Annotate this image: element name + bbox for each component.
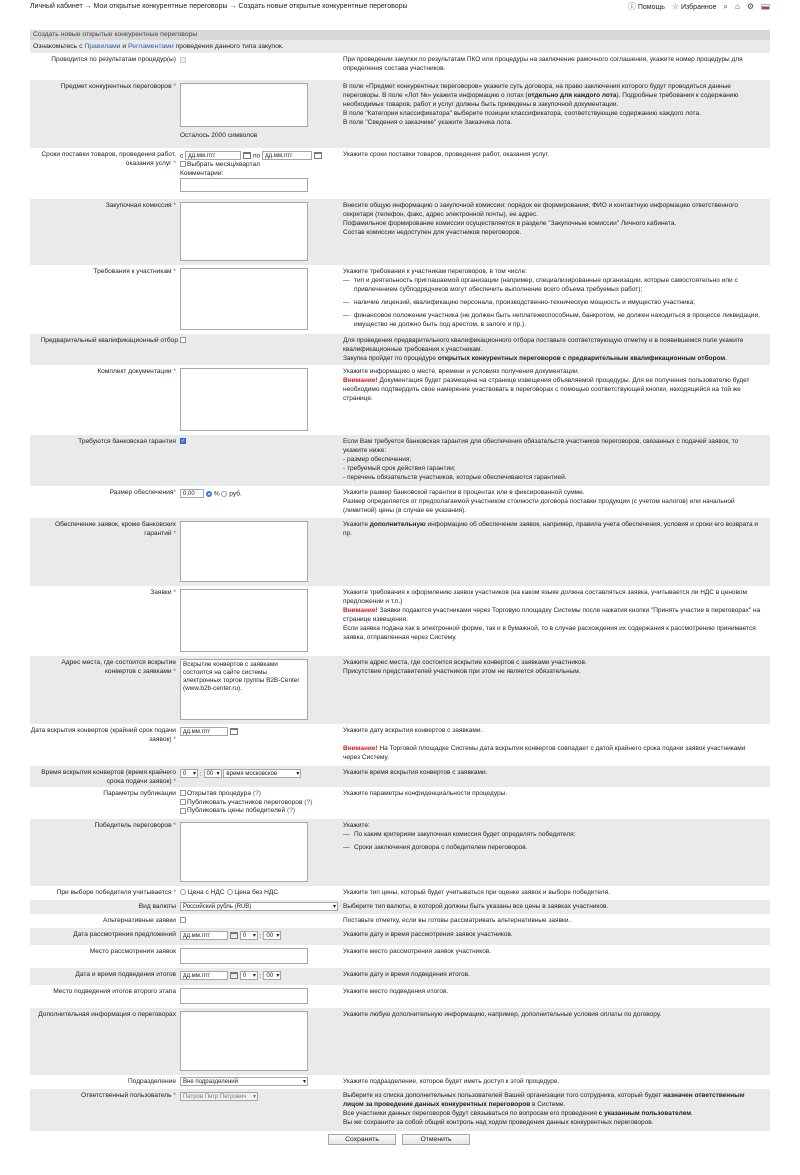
breadcrumb[interactable]: Личный кабинет → Мои открытые конкурентные переговоры → Создать новые открытые конкурентные переговоры [30, 3, 408, 10]
additional-info-textarea[interactable] [180, 1011, 308, 1071]
help-based-on-procedure: При проведении закупки по результатам ПКО или процедуры на заключение рамочного соглашения, укажите номер процедуры для определения состава участников. [343, 56, 743, 72]
panel-title: Создать новые открытые конкурентные переговоры [30, 30, 770, 40]
opening-minute-select[interactable]: 00 ▾ [204, 769, 222, 778]
subject-textarea[interactable] [180, 83, 308, 127]
percent-radio[interactable] [206, 491, 212, 497]
help-additional-info: Укажите любую дополнительную информацию, например, дополнительные условия оплаты по договору. [343, 1011, 662, 1018]
review-date-input[interactable]: дд.мм.гггг [180, 931, 228, 940]
row-department: Подразделение Вне подразделений ▾ Укажите подразделение, которое будет иметь доступ к этой процедуре. [30, 1075, 770, 1089]
calendar-icon[interactable] [230, 932, 238, 939]
based-on-procedure-checkbox[interactable] [180, 57, 186, 63]
results-place-textarea[interactable] [180, 988, 308, 1004]
month-quarter-checkbox[interactable] [180, 161, 186, 167]
help-guarantee-amount: Укажите размер банковской гарантии в процентах или в фиксированной сумме. Размер определяется от предполагаемой участником стоимости договора поставки продукции (с учетом налогов) или начальной (лимитной) цены (в случае ее указания). [343, 489, 735, 514]
bank-guarantee-checkbox[interactable] [180, 438, 186, 444]
results-date-input[interactable]: дд.мм.гггг [180, 971, 228, 980]
help-tooltip-icon[interactable]: (?) [304, 798, 313, 806]
results-minute-select[interactable]: 00 ▾ [263, 971, 281, 980]
row-commission: Закупочная комиссия * Внесите общую информацию о закупочной комиссии: порядок ее формирования, ФИО и контактную информацию ответственного секретаря (телефон, факс, адрес электронной почты), ее адрес. Пофамильное формирование комиссии осуществляется в разделе "Закупочные комиссии" Личного кабинета. Состав комиссии недоступен для участников переговоров. [30, 199, 770, 265]
row-results-date: Дата и время подведения итогов дд.мм.гггг 0 ▾ : 00 ▾ Укажите дату и время подведения итогов. [30, 968, 770, 985]
responsible-user-select[interactable]: Петров Петр Петрович ▾ [180, 1092, 258, 1101]
help-tooltip-icon[interactable]: (?) [252, 790, 261, 797]
row-currency: Вид валюты Российский рубль (RUB) ▾ Выберите тип валюты, в которой должны быть указаны все цены в заявках участников. [30, 900, 770, 914]
opening-date-input[interactable]: дд.мм.гггг [180, 727, 228, 736]
gear-icon[interactable]: ⚙ [746, 2, 754, 11]
row-subject: Предмет конкурентных переговоров * Осталось 2000 символов В поле «Предмет конкурентных переговоров» укажите суть договора, на право заключения которого будут проводиться данные переговоры. В поле «Лот №» укажите информацию о лотах (отдельно для каждого лота). Подробные требования к содержанию необходимых товаров, работ и услуг должны быть приведены в закупочной документации. В поле "Категории классификатора" выберите позиции классификатора, соответствующие содержанию каждого лота. В поле "Сведения о заказчике" укажите Заказчика лота. [30, 80, 770, 148]
calendar-icon[interactable] [230, 972, 238, 979]
cancel-button[interactable]: Отменить [402, 1134, 470, 1145]
top-tools [628, 2, 770, 13]
row-opening-date: Дата вскрытия конвертов (крайний срок подачи заявок) * дд.мм.гггг Укажите дату вскрытия конвертов с заявками. Внимание! На Торговой площадке Системы дата вскрытия конвертов совпадает с датой крайнего срока подачи заявок участниками через Систему. [30, 724, 770, 766]
cart-icon[interactable]: ⌂ [734, 2, 740, 11]
row-opening-time: Время вскрытия конвертов (время крайнего срока подачи заявок) * 0 ▾ : 00 ▾ время московское ▾ Укажите время вскрытия конвертов с заявками. [30, 766, 770, 787]
row-price-type: При выборе победителя учитывается * Цена с НДС Цена без НДС Укажите тип цены, который будет учитываться при оценке заявок и выборе победителя. [30, 886, 770, 900]
help-results-date: Укажите дату и время подведения итогов. [343, 971, 470, 978]
delivery-comment-textarea[interactable] [180, 178, 308, 192]
department-select[interactable]: Вне подразделений ▾ [180, 1077, 308, 1086]
row-requirements: Требования к участникам * Укажите требования к участникам переговоров, в том числе: — тип и деятельность приглашаемой организации (например, специализированные организации, которые самостоятельно или с привлечением субподрядчиков могут обеспечить выполнение всего объема требуемых работ); — наличие лицензий, квалификацию персонала, производственно-техническую мощность и имущество участника; — финансовое положение участника (не должен быть неплатежеспособным, банкротом, не должен находиться в процессе ликвидации, имущество не должно быть под арестом, в залоге и пр.). [30, 265, 770, 334]
requirements-textarea[interactable] [180, 268, 308, 330]
save-button[interactable]: Сохранить [328, 1134, 396, 1145]
review-hour-select[interactable]: 0 ▾ [240, 931, 258, 940]
timezone-select[interactable]: время московское ▾ [223, 769, 301, 778]
help-opening-place: Укажите адрес места, где состоится вскрытие конвертов с заявками участников. Присутствие представителей участников при этом не является обязательным. [343, 659, 587, 675]
row-based-on-procedure [30, 53, 770, 80]
row-delivery-dates: Сроки поставки товаров, проведения работ, оказания услуг * с дд.мм.гггг по дд.мм.гггг Выбрать месяц/квартал Комментарии: Укажите сроки поставки товаров, проведения работ, оказания услуг. [30, 148, 770, 199]
help-price-type: Укажите тип цены, который будет учитываться при оценке заявок и выборе победителя. [343, 889, 610, 896]
calendar-icon[interactable] [230, 728, 238, 735]
regulations-link[interactable]: Регламентами [128, 43, 174, 50]
help-bank-guarantee: Если Вам требуется банковская гарантия для обеспечения обязательств участников переговоров, связанных с подачей заявок, то укажите ниже: - размер обеспечения; - требуемый срок действия гарантии; - перечень обязательств участников, которые обеспечиваются гарантией. [343, 438, 739, 481]
row-winner: Победитель переговоров * Укажите: — По каким критериям закупочная комиссия будет определять победителя; — Сроки заключения договора с победителем переговоров. [30, 819, 770, 886]
row-guarantee-amount: Размер обеспечения* 0.00 % руб. Укажите размер банковской гарантии в процентах или в фиксированной сумме. Размер определяется от предполагаемой участником стоимости договора поставки продукции (с учетом налогов) или начальной (лимитной) цены (в случае ее указания). [30, 486, 770, 518]
row-review-date: Дата рассмотрения предложений дд.мм.гггг 0 ▾ : 00 ▾ Укажите дату и время рассмотрения заявок участников. [30, 928, 770, 945]
help-currency: Выберите тип валюты, в которой должны быть указаны все цены в заявках участников. [343, 903, 609, 910]
guarantee-amount-input[interactable]: 0.00 [180, 489, 204, 498]
row-publication: Параметры публикации Открытая процедура (?) Публиковать участников переговоров (?) Публиковать цены победителей (?) Укажите параметры конфиденциальности процедуры. [30, 787, 770, 819]
help-department: Укажите подразделение, которое будет иметь доступ к этой процедуре. [343, 1078, 560, 1085]
winner-textarea[interactable] [180, 822, 308, 882]
calendar-icon[interactable] [243, 152, 251, 159]
publish-winner-prices-checkbox[interactable] [180, 808, 186, 814]
row-additional-info: Дополнительная информация о переговорах Укажите любую дополнительную информацию, например, дополнительные условия оплаты по договору. [30, 1008, 770, 1075]
form-buttons [30, 1134, 770, 1147]
search-icon[interactable]: ⌕ [723, 2, 728, 11]
other-securities-textarea[interactable] [180, 521, 308, 582]
top-bar [0, 0, 800, 14]
row-responsible: Ответственный пользователь * Петров Петр Петрович ▾ Выберите из списка дополнительных пользователей Вашей организации того сотрудника, который будет назначен ответственным лицом за проведение данных конкурентных переговоров в Системе. Все участники данных переговоров будут связываться по вопросам его проведения с указанным пользователем. Вы же сохраните за собой общий контроль над ходом проведения данных конкурентных переговоров. [30, 1089, 770, 1131]
review-place-textarea[interactable] [180, 948, 308, 964]
rub-radio[interactable] [221, 491, 227, 497]
publish-participants-checkbox[interactable] [180, 799, 186, 805]
help-delivery-dates: Укажите сроки поставки товаров, проведения работ, оказания услуг. [343, 151, 549, 158]
help-review-date: Укажите дату и время рассмотрения заявок участников. [343, 931, 513, 938]
help-commission: Внесите общую информацию о закупочной комиссии: порядок ее формирования, ФИО и контактную информацию ответственного секретаря (телефон, факс, адрес электронной почты), ее адрес. Пофамильное формирование комиссии осуществляется в разделе "Закупочные комиссии" Личного кабинета. Состав комиссии недоступен для участников переговоров. [343, 202, 738, 236]
price-without-vat-radio[interactable] [227, 889, 233, 895]
applications-textarea[interactable] [180, 589, 308, 652]
help-alternative: Поставьте отметку, если вы готовы рассматривать альтернативные заявки. [343, 917, 571, 924]
delivery-date-from-input[interactable]: дд.мм.гггг [185, 151, 241, 160]
opening-place-textarea[interactable]: Вскрытие конвертов с заявками состоится на сайте системы электронных торгов группы B2B-Center (www.b2b-center.ru). [180, 659, 308, 720]
row-results-place: Место подведения итогов второго этапа Укажите место подведения итогов. [30, 985, 770, 1008]
prequalification-checkbox[interactable] [180, 337, 186, 343]
open-procedure-checkbox[interactable] [180, 790, 186, 796]
help-subject: В поле «Предмет конкурентных переговоров» укажите суть договора, на право заключения которого будут проводиться данные переговоры. В поле «Лот №» укажите информацию о лотах (отдельно для каждого лота). Подробные требования к содержанию необходимых товаров, работ и услуг должны быть приведены в закупочной документации. В поле "Категории классификатора" выберите позиции классификатора, соответствующие содержанию каждого лота. В поле "Сведения о заказчике" укажите Заказчика лота. [343, 83, 739, 126]
documentation-textarea[interactable] [180, 368, 308, 431]
help-requirements: Укажите требования к участникам переговоров, в том числе: — тип и деятельность приглашаемой организации (например, специализированные организации, которые самостоятельно или с привлечением субподрядчиков могут обеспечить выполнение всего объема требуемых работ); — наличие лицензий, квалификацию персонала, производственно-техническую мощность и имущество участника; — финансовое положение участника (не должен быть неплатежеспособным, банкротом, не должен находиться в процессе ликвидации, имущество не должно быть под арестом, в залоге и пр.). [343, 268, 760, 328]
label-based-on-procedure: Проводится по результатам процедур(ы) [51, 56, 176, 63]
star-icon: ☆ [671, 2, 680, 11]
row-alternative: Альтернативные заявки Поставьте отметку, если вы готовы рассматривать альтернативные заявки. [30, 914, 770, 928]
rules-link[interactable]: Правилами [84, 43, 121, 50]
help-other-securities: Укажите дополнительную информацию об обеспечении заявок, например, правила учета обеспечения, условия и сроки его возврата и пр. [343, 521, 759, 537]
row-bank-guarantee: Требуются банковская гарантия ✓ Если Вам требуется банковская гарантия для обеспечения обязательств участников переговоров, связанных с подачей заявок, то укажите ниже: - размер обеспечения; - требуемый срок действия гарантии; - перечень обязательств участников, которые обеспечиваются гарантией. [30, 435, 770, 486]
results-hour-select[interactable]: 0 ▾ [240, 971, 258, 980]
price-with-vat-radio[interactable] [180, 889, 186, 895]
calendar-icon[interactable] [314, 152, 322, 159]
delivery-date-to-input[interactable]: дд.мм.гггг [262, 151, 312, 160]
help-publication: Укажите параметры конфиденциальности процедуры. [343, 790, 508, 797]
row-applications: Заявки * Укажите требования к оформлению заявок участников (на каком языке должна составляться заявка, учитывается ли НДС в ценовом предложении и т.п.) Внимание! Заявки подаются участниками через Торговую площадку Системы после нажатия кнопки "Принять участие в переговорах" на странице извещения. Если заявка подана как в электронной форме, так и в бумажной, то в случае расхождения их содержания к рассмотрению принимается заявка, отправленная через Систему. [30, 586, 770, 656]
help-documentation: Укажите информацию о месте, времени и условиях получения документации. Внимание! Документация будет размещена на странице извещения объявляемой процедуры. Для ее получения пользователю будет необходимо подтвердить свое намерение участвовать в переговорах с помощью соответствующей кнопки, находящейся на той же странице. [343, 368, 750, 402]
help-applications: Укажите требования к оформлению заявок участников (на каком языке должна составляться заявка, учитывается ли НДС в ценовом предложении и т.п.) Внимание! Заявки подаются участниками через Торговую площадку Системы после нажатия кнопки "Принять участие в переговорах" на странице извещения. Если заявка подана как в электронной форме, так и в бумажной, то в случае расхождения их содержания к рассмотрению принимается заявка, отправленная через Систему. [343, 589, 761, 641]
subject-char-counter: Осталось 2000 символов [180, 132, 258, 139]
commission-textarea[interactable] [180, 202, 308, 261]
help-prequalification: Для проведения предварительного квалификационного отбора поставьте соответствующую отметку и в появившемся поле укажите квалификационные требования к участникам. Закупка пройдет по процедуре открытых конкурентных переговоров с предварительным квалификационным отбором. [343, 337, 744, 362]
row-documentation: Комплект документации * Укажите информацию о месте, времени и условиях получения документации. Внимание! Документация будет размещена на странице извещения объявляемой процедуры. Для ее получения пользователю будет необходимо подтвердить свое намерение участвовать в переговорах с помощью соответствующей кнопки, находящейся на той же странице. [30, 365, 770, 435]
rules-notice: Ознакомьтесь с Правилами и Регламентами проведения данного типа закупок. [30, 40, 770, 53]
help-opening-date: Укажите дату вскрытия конвертов с заявками. Внимание! На Торговой площадке Системы дата вскрытия конвертов совпадает с датой крайнего срока подачи заявок участниками через Систему. [343, 727, 746, 761]
help-tooltip-icon[interactable]: (?) [287, 807, 296, 815]
help-link[interactable]: ⓘ Помощь [627, 2, 665, 11]
help-results-place: Укажите место подведения итогов. [343, 988, 449, 995]
favorites-link[interactable]: ☆ Избранное [671, 2, 717, 11]
help-winner: Укажите: — По каким критериям закупочная комиссия будет определять победителя; — Сроки заключения договора с победителем переговоров. [343, 822, 576, 851]
review-minute-select[interactable]: 00 ▾ [263, 931, 281, 940]
currency-select[interactable]: Российский рубль (RUB) ▾ [180, 902, 338, 911]
help-review-place: Укажите место рассмотрения заявок участников. [343, 948, 492, 955]
row-other-securities: Обеспечение заявок, кроме банковских гарантий * Укажите дополнительную информацию об обеспечении заявок, например, правила учета обеспечения, условия и сроки его возврата и пр. [30, 518, 770, 586]
row-prequalification: Предварительный квалификационный отбор Для проведения предварительного квалификационного отбора поставьте соответствующую отметку и в появившемся поле укажите квалификационные требования к участникам. Закупка пройдет по процедуре открытых конкурентных переговоров с предварительным квалификационным отбором. [30, 334, 770, 365]
opening-hour-select[interactable]: 0 ▾ [180, 769, 198, 778]
help-responsible: Выберите из списка дополнительных пользователей Вашей организации того сотрудника, который будет назначен ответственным лицом за проведение данных конкурентных переговоров в Системе. Все участники данных переговоров будут связываться по вопросам его проведения с указанным пользователем. Вы же сохраните за собой общий контроль над ходом проведения данных конкурентных переговоров. [343, 1092, 745, 1126]
form-panel [30, 30, 770, 1150]
row-review-place: Место рассмотрения заявок Укажите место рассмотрения заявок участников. [30, 945, 770, 968]
help-opening-time: Укажите время вскрытия конвертов с заявками. [343, 769, 488, 776]
alternative-applications-checkbox[interactable] [180, 917, 186, 923]
language-flag-icon[interactable] [761, 4, 770, 10]
row-opening-place: Адрес места, где состоится вскрытие конвертов с заявками * Вскрытие конвертов с заявками состоится на сайте системы электронных торгов группы B2B-Center (www.b2b-center.ru). Укажите адрес места, где состоится вскрытие конвертов с заявками участников. Присутствие представителей участников при этом не является обязательным. [30, 656, 770, 724]
help-icon: ⓘ [627, 2, 636, 11]
